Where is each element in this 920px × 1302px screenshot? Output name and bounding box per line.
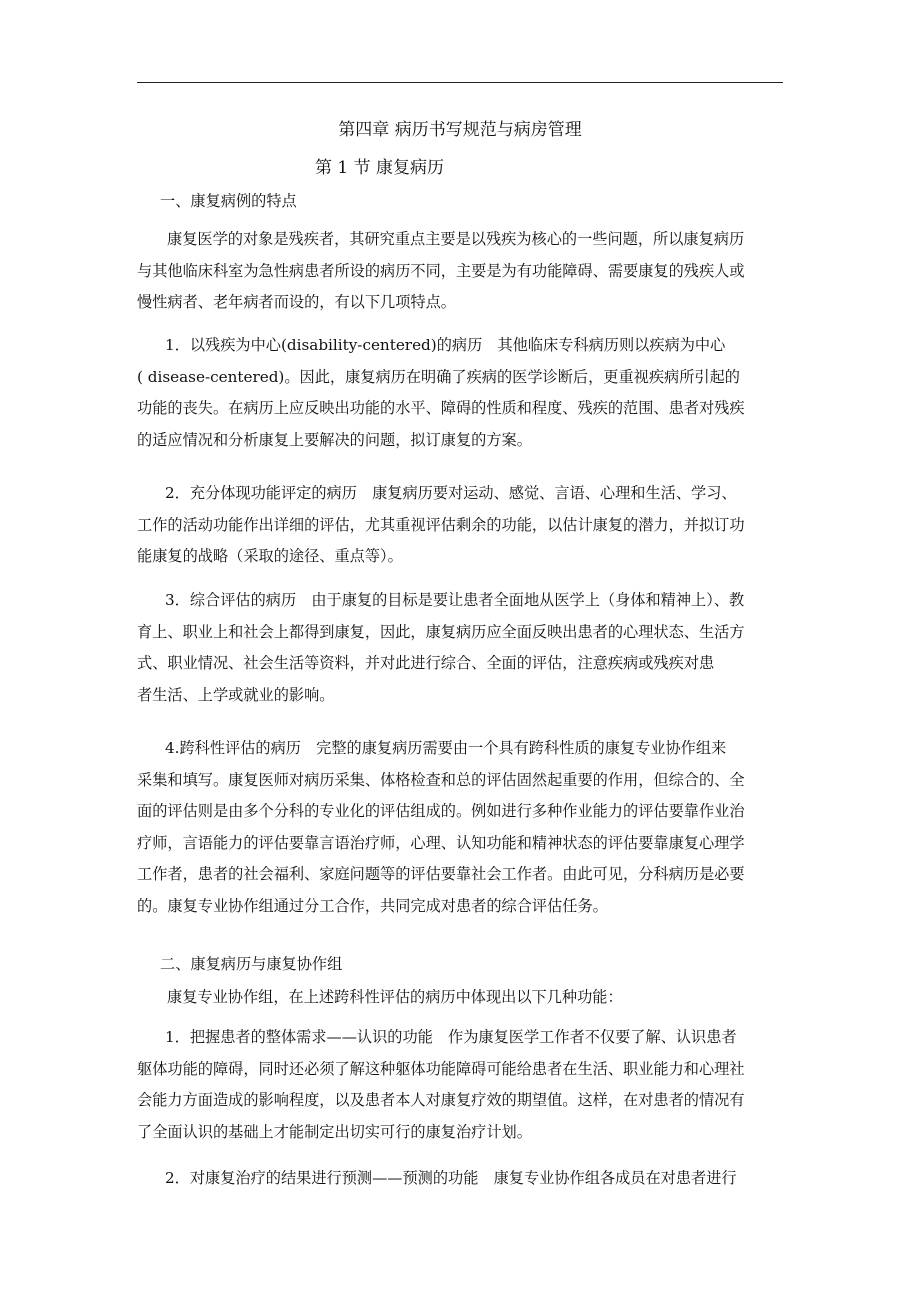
paragraph-2 [137,330,783,456]
text-line: 式、职业情况、社会生活等资料，并对此进行综合、全面的评估，注意疾病或残疾对患 [137,654,715,673]
paragraph-7 [137,1022,783,1148]
heading-2: 二、康复病历与康复协作组 [160,955,343,973]
text-line: 了全面认识的基础上才能制定出切实可行的康复治疗计划。 [137,1122,532,1141]
text-line: 1．以残疾为中心(disability-centered)的病历 其他临床专科病历则以疾病为中心 [165,336,726,354]
text-line: 者生活、上学或就业的影响。 [137,685,335,704]
text-line: 育上、职业上和社会上都得到康复，因此，康复病历应全面反映出患者的心理状态、生活方 [137,622,745,641]
text-line: 面的评估则是由多个分科的专业化的评估组成的。例如进行多种作业能力的评估要靠作业治 [137,802,745,821]
text-line: 工作的活动功能作出详细的评估，尤其重视评估剩余的功能，以估计康复的潜力，并拟订功 [137,515,745,534]
text-line: 与其他临床科室为急性病患者所设的病历不同，主要是为有功能障碍、需要康复的残疾人或 [137,261,745,280]
text-line: 工作者，患者的社会福利、家庭问题等的评估要靠社会工作者。由此可见，分科病历是必要 [137,865,745,884]
text-line: 2．充分体现功能评定的病历 康复病历要对运动、感觉、言语、心理和生活、学习、 [165,484,737,502]
text-line: 能康复的战略（采取的途径、重点等）。 [137,547,403,566]
text-line: 1．把握患者的整体需求——认识的功能 作为康复医学工作者不仅要了解、认识患者 [165,1028,737,1046]
text-line: 康复医学的对象是残疾者，其研究重点主要是以残疾为核心的一些问题，所以康复病历 [167,230,745,248]
text-line: 的。康复专业协作组通过分工合作，共同完成对患者的综合评估任务。 [137,896,608,915]
text-line: 4.跨科性评估的病历 完整的康复病历需要由一个具有跨科性质的康复专业协作组来 [165,739,727,757]
paragraph-8 [137,1163,783,1195]
paragraph-3 [137,478,783,573]
paragraph-6 [137,982,783,1014]
text-line: 康复专业协作组，在上述跨科性评估的病历中体现出以下几种功能： [167,988,623,1006]
paragraph-1 [137,224,783,319]
header-rule [137,82,783,83]
heading-1: 一、康复病例的特点 [160,192,297,210]
text-line: 2．对康复治疗的结果进行预测——预测的功能 康复专业协作组各成员在对患者进行 [165,1169,737,1187]
text-line: 疗师，言语能力的评估要靠言语治疗师，心理、认知功能和精神状态的评估要靠康复心理学 [137,833,745,852]
section-title: 第 1 节 康复病历 [315,158,445,178]
paragraph-5 [137,733,783,923]
text-line: 会能力方面造成的影响程度，以及患者本人对康复疗效的期望值。这样，在对患者的情况有 [137,1091,745,1110]
chapter-title: 第四章 病历书写规范与病房管理 [338,120,582,140]
text-line: 躯体功能的障碍，同时还必须了解这种躯体功能障碍可能给患者在生活、职业能力和心理社 [137,1059,745,1078]
text-line: 3．综合评估的病历 由于康复的目标是要让患者全面地从医学上（身体和精神上）、教 [165,591,745,609]
text-line: 的适应情况和分析康复上要解决的问题，拟订康复的方案。 [137,430,532,449]
text-line: 功能的丧失。在病历上应反映出功能的水平、障碍的性质和程度、残疾的范围、患者对残疾 [137,399,745,418]
paragraph-4 [137,585,783,711]
text-line: 慢性病者、老年病者而设的，有以下几项特点。 [137,293,456,312]
text-line: ( disease-centered)。因此，康复病历在明确了疾病的医学诊断后，更重视疾病所引起的 [137,367,740,386]
text-line: 采集和填写。康复医师对病历采集、体格检查和总的评估固然起重要的作用，但综合的、全 [137,770,745,789]
